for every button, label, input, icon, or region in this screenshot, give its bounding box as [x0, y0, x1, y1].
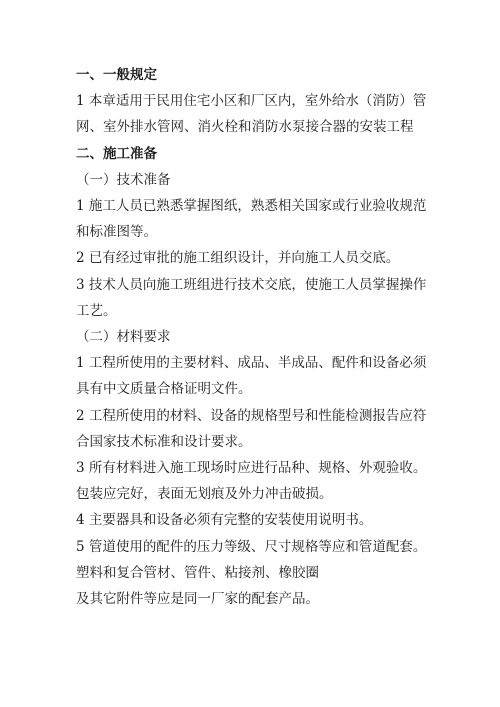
section-heading-general: 一、一般规定 — [76, 67, 157, 83]
paragraph-line: 包装应完好，表面无划痕及外力冲击破损。 — [76, 486, 333, 503]
paragraph-line: 5 管道使用的配件的压力等级、尺寸规格等应和管道配套。 — [76, 538, 427, 555]
paragraph-line: 塑料和复合管材、管件、粘接剂、橡胶圈 — [76, 564, 319, 581]
paragraph-line: 1 本章适用于民用住宅小区和厂区内，室外给水（消防）管 — [76, 93, 427, 110]
paragraph-line: 1 施工人员已熟悉掌握图纸，熟悉相关国家或行业验收规范 — [76, 198, 427, 215]
paragraph-line: 具有中文质量合格证明文件。 — [76, 381, 252, 398]
paragraph-line: 工艺。 — [76, 302, 117, 319]
paragraph-line: 4 主要器具和设备必须有完整的安装使用说明书。 — [76, 512, 373, 529]
document-page — [76, 62, 436, 612]
paragraph-line: 3 技术人员向施工班组进行技术交底，使施工人员掌握操作 — [76, 276, 427, 293]
paragraph-line: 3 所有材料进入施工现场时应进行品种、规格、外观验收。 — [76, 460, 427, 477]
paragraph-line: 2 工程所使用的材料、设备的规格型号和性能检测报告应符 — [76, 407, 427, 424]
paragraph-line: 及其它附件等应是同一厂家的配套产品。 — [76, 591, 319, 608]
subsection-heading-materials: （二）材料要求 — [76, 329, 171, 346]
paragraph-line: 合国家技术标准和设计要求。 — [76, 433, 252, 450]
paragraph-line: 1 工程所使用的主要材料、成品、半成品、配件和设备必须 — [76, 355, 427, 372]
paragraph-line: 2 已有经过审批的施工组织设计，并向施工人员交底。 — [76, 250, 400, 267]
paragraph-line: 网、室外排水管网、消火栓和消防水泵接合器的安装工程 — [76, 119, 414, 136]
paragraph-line: 和标准图等。 — [76, 224, 157, 241]
subsection-heading-technical: （一）技术准备 — [76, 171, 171, 188]
section-heading-preparation: 二、施工准备 — [76, 145, 157, 162]
